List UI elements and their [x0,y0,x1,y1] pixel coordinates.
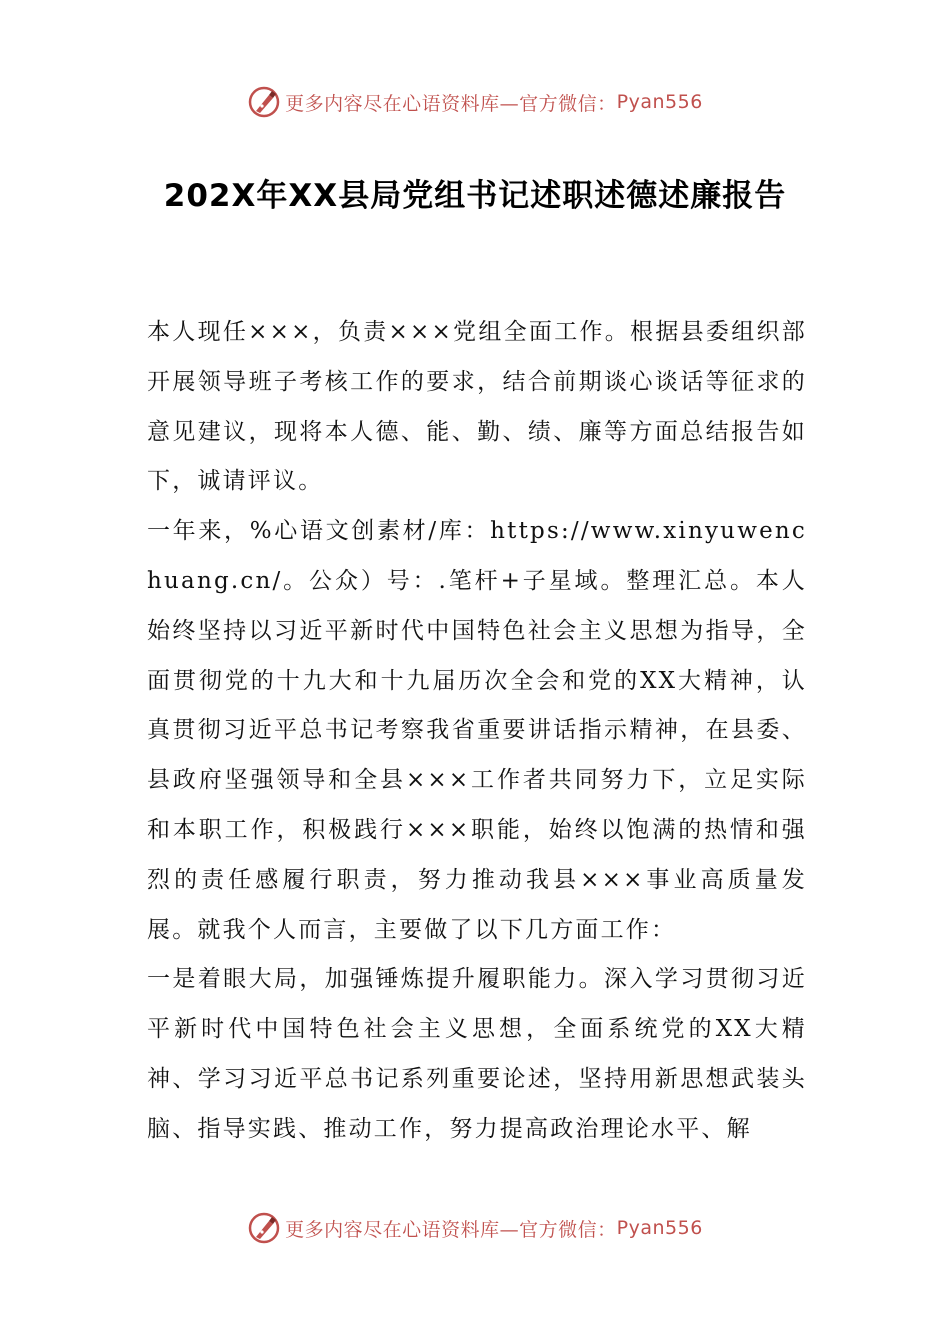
pen-nib-logo-icon [247,85,281,119]
header-banner-text: 更多内容尽在心语资料库—官方微信： [285,92,617,115]
header-wechat-id: Pyan556 [616,91,703,113]
footer-banner-text: 更多内容尽在心语资料库—官方微信： [285,1218,617,1241]
document-title: 202X年XX县局党组书记述职述德述廉报告 [163,178,787,214]
footer-banner [0,1206,950,1250]
footer-wechat-id: Pyan556 [616,1217,703,1239]
header-banner [0,80,950,124]
paragraph-3: 一是着眼大局，加强锤炼提升履职能力。深入学习贯彻习近平新时代中国特色社会主义思想，全面系统党的XX大精神、学习习近平总书记系列重要论述，坚持用新思想武装头脑、指导实践、推动工作，努力提高政治理论水平、解 [147,966,807,1142]
paragraph-2: 一年来，%心语文创素材/库：https://www.xinyuwenchuang.cn/。公众）号：.笔杆+子星域。整理汇总。本人始终坚持以习近平新时代中国特色社会主义思想为指导，全面贯彻党的十九大和十九届历次全会和党的XX大精神，认真贯彻习近平总书记考察我省重要讲话指示精神，在县委、县政府坚强领导和全县×××工作者共同努力下，立足实际和本职工作，积极践行×××职能，始终以饱满的热情和强烈的责任感履行职责，努力推动我县×××事业高质量发展。就我个人而言，主要做了以下几方面工作： [147,518,807,943]
pen-nib-logo-icon [247,1211,281,1245]
paragraph-1: 本人现任×××，负责×××党组全面工作。根据县委组织部开展领导班子考核工作的要求，结合前期谈心谈话等征求的意见建议，现将本人德、能、勤、绩、廉等方面总结报告如下，诚请评议。 [147,319,807,495]
document-body [147,308,807,1155]
